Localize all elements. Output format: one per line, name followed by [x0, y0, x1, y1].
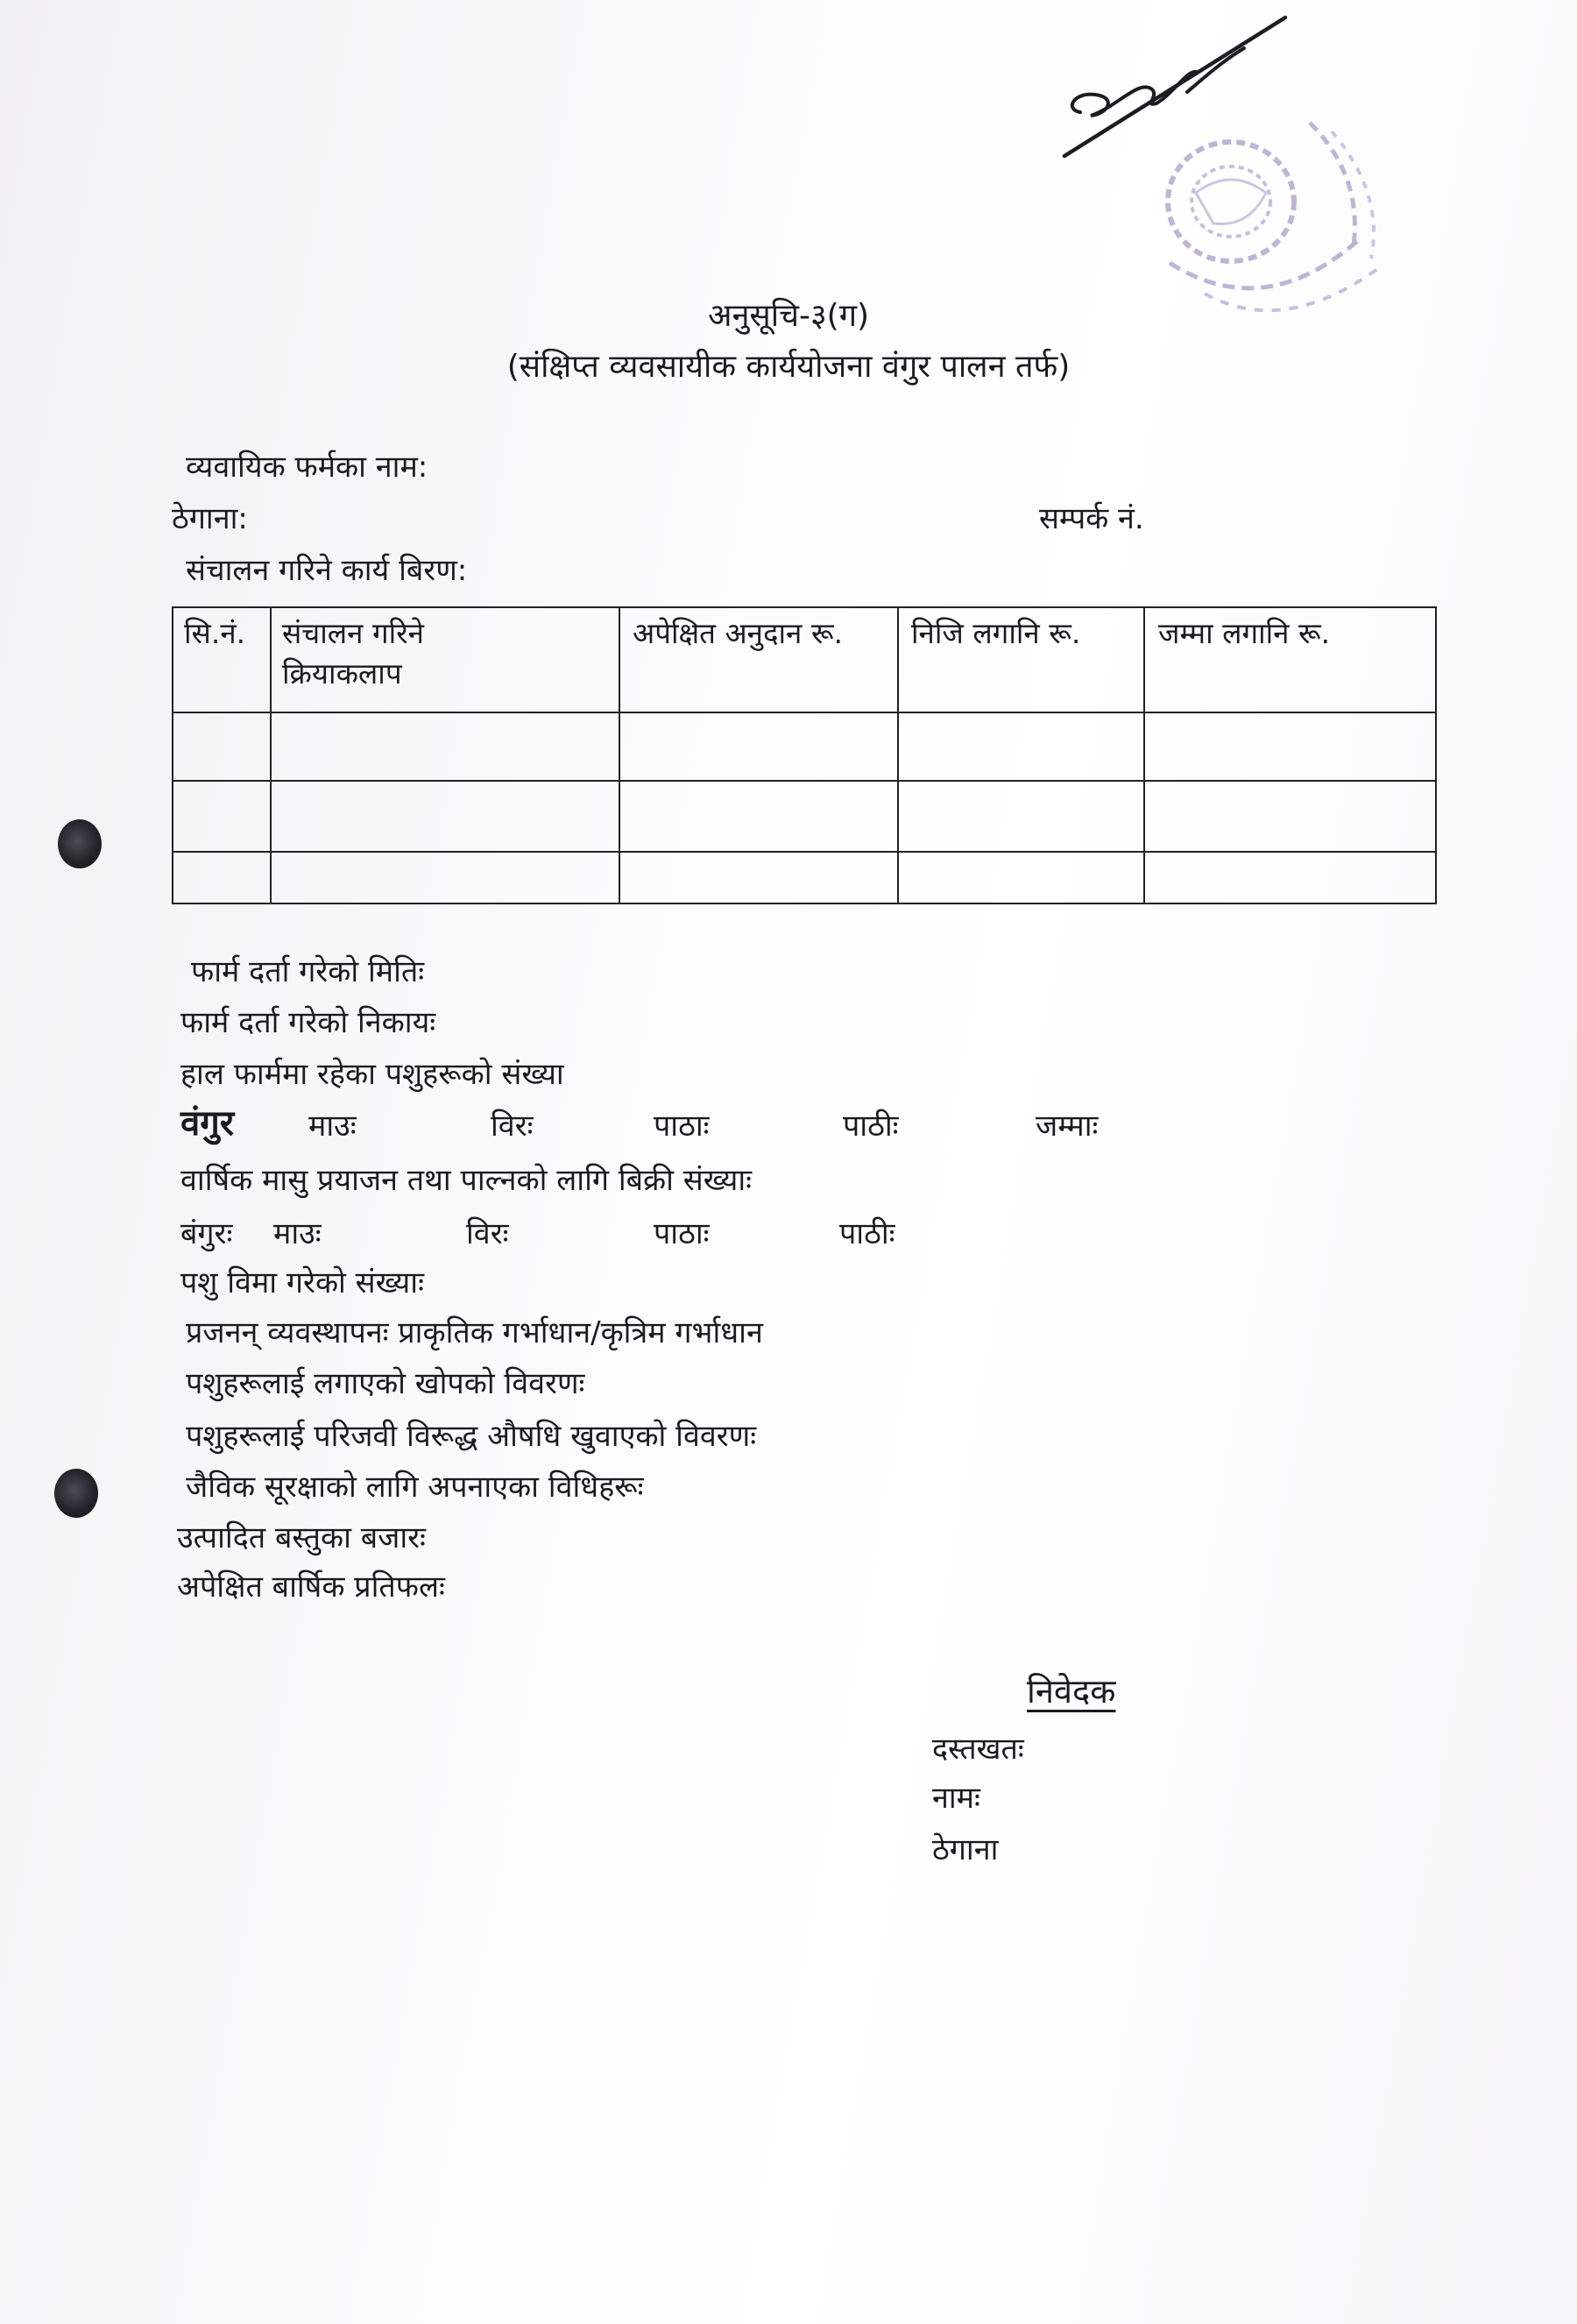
applicant-address-label: ठेगाना: [932, 1832, 999, 1867]
applicant-signature-label: दस्तखतः: [932, 1732, 1024, 1767]
firm-name-label: व्यवायिक फर्मका नाम:: [186, 450, 428, 485]
table-header-serial: सि.नं.: [184, 616, 246, 650]
applicant-name-label: नामः: [932, 1781, 980, 1816]
punch-hole-upper: [58, 819, 102, 868]
deworming-label: पशुहरूलाई परिजवी विरूद्ध औषधि खुवाएको विवरणः: [186, 1419, 757, 1454]
market-label: उत्पादित बस्तुका बजारः: [177, 1520, 426, 1555]
activities-label: संचालन गरिने कार्य बिरण:: [186, 553, 468, 588]
pig-female-piglet: पाठीः: [843, 1109, 899, 1144]
pig-male-piglet: पाठाः: [654, 1109, 710, 1144]
biosecurity-label: जैविक सूरक्षाको लागि अपनाएका विधिहरूः: [186, 1470, 644, 1505]
schedule-subtitle: (संक्षिप्त व्यवसायीक कार्ययोजना वंगुर पालन तर्फ): [506, 349, 1071, 385]
sale-sow: माउः: [273, 1216, 322, 1251]
pig-sow: माउः: [308, 1109, 357, 1144]
schedule-title: अनुसूचि-३(ग): [707, 298, 870, 334]
sale-boar: विरः: [466, 1216, 509, 1251]
breeding-label: प्रजनन् व्यवस्थापनः प्राकृतिक गर्भाधान/कृत्रिम गर्भाधान: [186, 1315, 763, 1350]
sale-male-piglet: पाठाः: [654, 1216, 710, 1251]
table-header-grant: अपेक्षित अनुदान रू.: [633, 616, 843, 650]
pig-label: वंगुर: [180, 1103, 235, 1144]
table-header-total: जम्मा लगानि रू.: [1158, 616, 1331, 650]
annual-sale-label: वार्षिक मासु प्रयाजन तथा पाल्नको लागि बिक्री संख्याः: [180, 1163, 753, 1198]
vaccination-label: पशुहरूलाई लगाएको खोपको विवरणः: [186, 1366, 585, 1401]
insurance-label: पशु विमा गरेको संख्याः: [180, 1265, 424, 1300]
animal-count-label: हाल फार्ममा रहेका पशुहरूको संख्या: [180, 1057, 564, 1092]
table-header-private: निजि लगानि रू.: [911, 616, 1081, 650]
sale-female-piglet: पाठीः: [839, 1216, 895, 1251]
activity-table: [172, 606, 1437, 904]
table-header-activity: संचालन गरिने क्रियाकलाप: [282, 616, 424, 691]
sale-pig-label: बंगुरः: [180, 1216, 233, 1251]
annual-return-label: अपेक्षित बार्षिक प्रतिफलः: [177, 1569, 445, 1605]
reg-date-label: फार्म दर्ता गरेको मितिः: [191, 954, 425, 989]
punch-hole-lower: [54, 1469, 98, 1518]
contact-label: सम्पर्क नं.: [1039, 501, 1144, 536]
address-label: ठेगाना:: [172, 501, 248, 536]
pig-total: जम्माः: [1036, 1109, 1099, 1144]
applicant-heading: निवेदक: [1027, 1672, 1116, 1711]
reg-body-label: फार्म दर्ता गरेको निकायः: [180, 1005, 436, 1040]
pig-boar: विरः: [491, 1109, 534, 1144]
